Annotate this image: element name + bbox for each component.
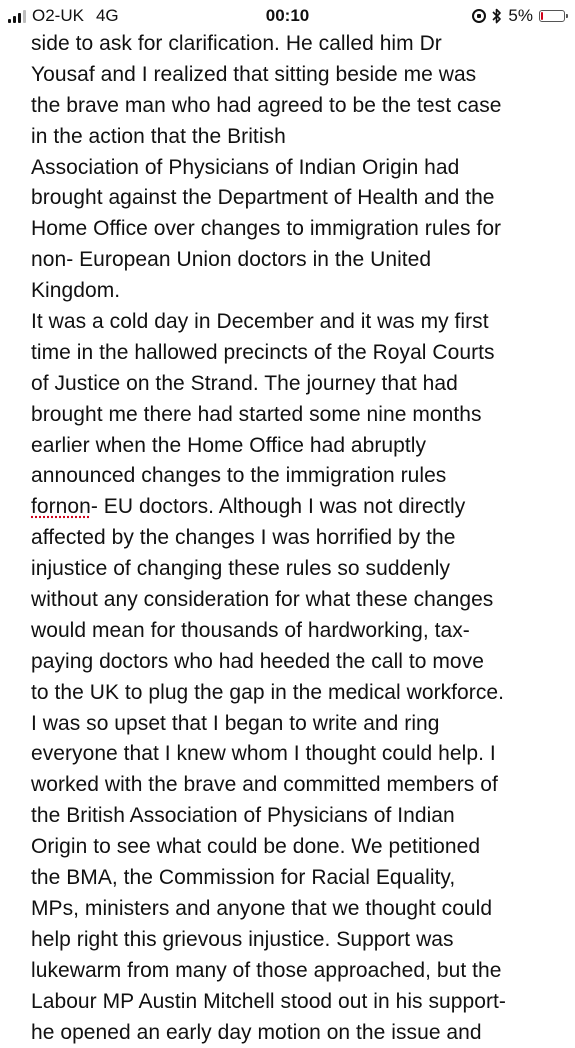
- text-line: the brave man who had agreed to be the test case: [31, 93, 502, 117]
- bluetooth-icon: [492, 8, 502, 24]
- text-line: time in the hallowed precincts of the Royal Courts: [31, 340, 495, 364]
- text-line: side to ask for clarification. He called him Dr: [31, 32, 442, 55]
- text-line: the BMA, the Commission for Racial Equality,: [31, 866, 456, 890]
- misspelled-word[interactable]: fornon: [31, 495, 91, 519]
- battery-percent: 5%: [508, 6, 533, 25]
- text-line: would mean for thousands of hardworking, tax-: [31, 618, 470, 642]
- text-line: It was a cold day in December and it was my first: [31, 310, 489, 334]
- text-line: I was so upset that I began to write and ring: [31, 711, 440, 735]
- article-text: [31, 28, 561, 1047]
- battery-icon: [539, 10, 565, 22]
- text-line: MPs, ministers and anyone that we thought could: [31, 896, 493, 920]
- text-line: without any consideration for what these changes: [31, 588, 494, 612]
- carrier-name: O2-UK: [32, 6, 84, 25]
- text-line: of Justice on the Strand. The journey that had: [31, 371, 458, 395]
- text-line: earlier when the Home Office had abruptly: [31, 433, 427, 457]
- text-line: worked with the brave and committed members of: [31, 773, 498, 797]
- text-line: Association of Physicians of Indian Origin had: [31, 155, 460, 179]
- text-line: the British Association of Physicians of Indian: [31, 804, 455, 828]
- text-line: he opened an early day motion on the issue and: [31, 1020, 482, 1044]
- text-line: to the UK to plug the gap in the medical workforce.: [31, 680, 504, 704]
- text-line: [31, 491, 561, 522]
- text-line: lukewarm from many of those approached, but the: [31, 958, 502, 982]
- status-time: 00:10: [265, 6, 310, 25]
- battery-level-fill: [541, 12, 543, 20]
- network-type: 4G: [95, 6, 119, 25]
- text-line: Yousaf and I realized that sitting beside me was: [31, 62, 477, 86]
- text-line: affected by the changes I was horrified by the: [31, 526, 456, 550]
- status-bar: [0, 0, 575, 32]
- text-line: paying doctors who had heeded the call to move: [31, 649, 484, 673]
- text-line: brought against the Department of Health and the: [31, 186, 495, 210]
- text-line-rest: - EU doctors. Although I was not directly: [90, 495, 466, 519]
- text-line: non- European Union doctors in the United: [31, 248, 432, 272]
- text-line: Kingdom.: [31, 279, 121, 303]
- text-line: in the action that the British: [31, 124, 286, 148]
- status-right: [472, 6, 565, 26]
- text-line: injustice of changing these rules so suddenly: [31, 557, 451, 581]
- text-line: Home Office over changes to immigration rules for: [31, 217, 502, 241]
- text-line: announced changes to the immigration rules: [31, 464, 447, 488]
- text-line: help right this grievous injustice. Support was: [31, 927, 454, 951]
- rotation-lock-icon: [472, 9, 486, 23]
- text-line: everyone that I knew whom I thought could help. I: [31, 742, 496, 766]
- text-line: Origin to see what could be done. We petitioned: [31, 835, 481, 859]
- text-line: brought me there had started some nine months: [31, 402, 482, 426]
- text-line: Labour MP Austin Mitchell stood out in his support-: [31, 989, 506, 1013]
